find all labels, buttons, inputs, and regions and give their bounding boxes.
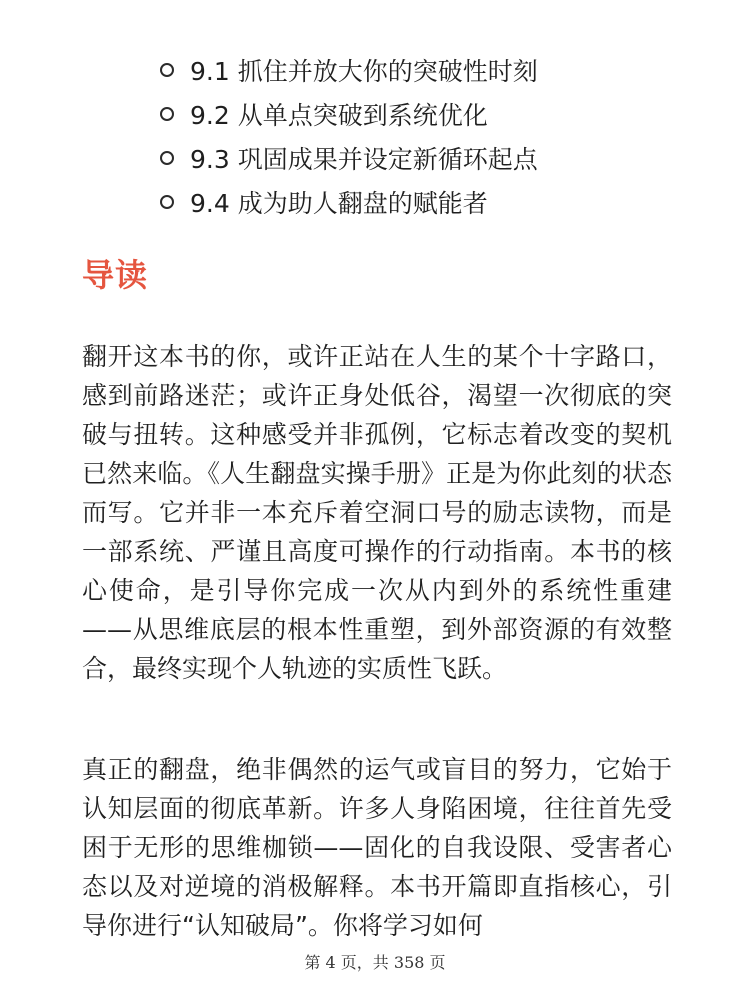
toc-item[interactable] xyxy=(160,48,720,92)
circle-bullet-icon xyxy=(160,63,174,77)
circle-bullet-icon xyxy=(160,107,174,121)
section-heading: 导读 xyxy=(82,256,149,294)
toc-item-label: 9.1 抓住并放大你的突破性时刻 xyxy=(190,57,538,86)
table-of-contents xyxy=(160,48,720,224)
toc-item[interactable] xyxy=(160,180,720,224)
toc-item[interactable] xyxy=(160,136,720,180)
toc-item-label: 9.4 成为助人翻盘的赋能者 xyxy=(190,189,488,218)
page-number: 第 4 页，共 358 页 xyxy=(304,953,446,972)
circle-bullet-icon xyxy=(160,195,174,209)
circle-bullet-icon xyxy=(160,151,174,165)
toc-item-label: 9.3 巩固成果并设定新循环起点 xyxy=(190,145,538,174)
toc-item[interactable] xyxy=(160,92,720,136)
body-paragraph: 翻开这本书的你，或许正站在人生的某个十字路口，感到前路迷茫；或许正身处低谷，渴望一次彻底的突破与扭转。这种感受并非孤例，它标志着改变的契机已然来临。《人生翻盘实操手册》正是为你此刻的状态而写。它并非一本充斥着空洞口号的励志读物，而是一部系统、严谨且高度可操作的行动指南。本书的核心使命，是引导你完成一次从内到外的系统性重建——从思维底层的根本性重塑，到外部资源的有效整合，最终实现个人轨迹的实质性飞跃。 xyxy=(82,342,672,683)
body-paragraph: 真正的翻盘，绝非偶然的运气或盲目的努力，它始于认知层面的彻底革新。许多人身陷困境，往往首先受困于无形的思维枷锁——固化的自我设限、受害者心态以及对逆境的消极解释。本书开篇即直指核心，引导你进行“认知破局”。你将学习如何 xyxy=(82,755,672,940)
toc-item-label: 9.2 从单点突破到系统优化 xyxy=(190,101,488,130)
